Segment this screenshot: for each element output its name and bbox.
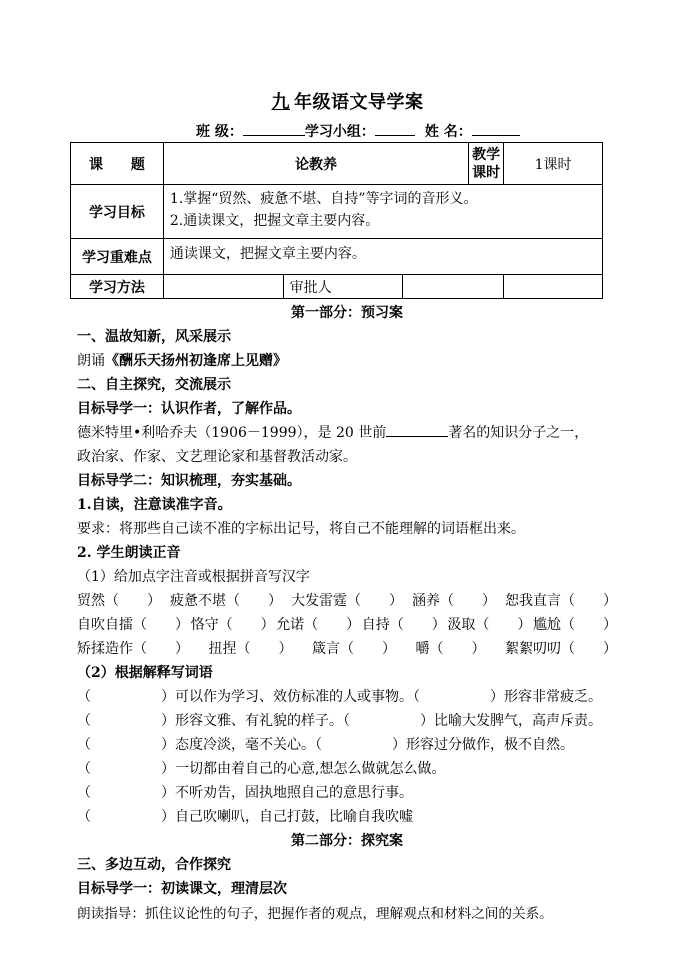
section1-heading: 一、温故知新，风采展示 [77,329,231,345]
topic-label: 课 题 [71,143,164,185]
guide3-heading: 目标导学一：初读课文，理清层次 [77,881,287,897]
recite-prefix: 朗诵 [77,353,105,369]
pinyin-item: 恪守（ ） [190,617,275,633]
read2-heading: 2. 学生朗读正音 [77,545,181,561]
goals-cell [163,185,602,239]
pinyin-item: 恕我直言（ ） [505,593,617,609]
define-row: （ ）一切都由着自己的心意,想怎么做就怎么做。 [77,761,446,777]
section3-heading: 三、多边互动，合作探究 [77,857,231,873]
poem-title: 《酬乐天扬州初逢席上见赠》 [105,353,287,369]
goals-label: 学习目标 [71,185,164,239]
pinyin-row [77,614,617,634]
topic-value: 论教养 [163,143,468,185]
part1-heading: 第一部分：预习案 [291,305,403,321]
define-item: （ ）态度冷淡，毫不关心。 [77,737,315,753]
author-text-b: 著名的知识分子之一， [448,425,589,441]
group-blank[interactable] [375,123,415,136]
goals-row [71,185,603,239]
page-title [0,88,691,114]
section2-heading: 二、自主探究，交流展示 [77,377,231,393]
goal-item: 2.通读课文，把握文章主要内容。 [169,213,380,229]
section1-text [77,350,287,370]
method-row [71,275,603,299]
approver-value[interactable] [403,275,504,299]
key-label: 学习重难点 [71,239,164,275]
pinyin-row [77,638,617,658]
group-label: 学习小组： [304,124,375,140]
title-text: 年级语文导学案 [294,92,424,113]
read1-heading: 1.自读，注意读准字音。 [77,497,232,513]
key-value: 通读课文，把握文章主要内容。 [163,239,602,275]
pinyin-item: 矫揉造作（ ） [77,641,189,657]
author-text-a: 德米特里•利哈乔夫（1906－1999），是 20 世前 [77,425,387,441]
student-info-line [196,121,520,141]
pinyin-row [77,590,617,610]
goal-item: 1.掌握“贸然、疲惫不堪、自持”等字词的音形义。 [169,191,478,207]
pinyin-item: 大发雷霆（ ） [291,593,403,609]
pinyin-item: 汲取（ ） [447,617,532,633]
key-row [71,239,603,275]
method-label: 学习方法 [71,275,164,299]
define-row [77,710,602,730]
method-value[interactable] [163,275,283,299]
topic-row [71,143,603,185]
name-blank[interactable] [472,123,520,136]
pinyin-item: 自持（ ） [361,617,446,633]
define-item: （ ）形容过分做作，极不自然。 [315,737,574,753]
guide1-heading: 目标导学一：认识作者，了解作品。 [77,401,301,417]
class-label: 班 级： [196,124,243,140]
sub1-heading: （1）给加点字注音或根据拼音写汉字 [77,569,310,585]
author-line2: 政治家、作家、文艺理论家和基督教活动家。 [77,449,357,465]
define-row: （ ）自己吹喇叭，自己打鼓，比喻自我吹嘘 [77,809,413,825]
name-label: 姓 名： [424,124,472,140]
define-row: （ ）不听劝告，固执地照自己的意思行事。 [77,785,413,801]
part2-heading: 第二部分：探究案 [291,833,403,849]
guide2-heading: 目标导学二：知识梳理，夯实基础。 [77,473,301,489]
pinyin-item: 扭捏（ ） [208,641,293,657]
read1-requirement: 要求：将那些自己读不准的字标出记号，将自己不能理解的词语框出来。 [77,521,525,537]
pinyin-item: 自吹自擂（ ） [77,617,189,633]
author-blank[interactable] [386,424,448,437]
author-line [77,422,588,442]
pinyin-item: 涵养（ ） [412,593,496,609]
pinyin-item: 絮絮叨叨（ ） [505,641,617,657]
define-item: （ ）形容文雅、有礼貌的样子。 [77,713,343,729]
class-blank[interactable] [243,123,305,136]
approver-extra[interactable] [504,275,603,299]
grade-value: 九 [271,92,290,113]
pinyin-item: 箴言（ ） [312,641,396,657]
sub2-heading: （2）根据解释写词语 [77,665,213,681]
define-row [77,686,602,706]
define-row [77,734,574,754]
define-item: （ ）形容非常疲乏。 [413,689,602,705]
hours-label: 教学课时 [469,143,504,185]
define-item: （ ）可以作为学习、效仿标准的人或事物。 [77,689,413,705]
pinyin-item: 尴尬（ ） [532,617,617,633]
define-item: （ ）比喻大发脾气，高声斥责。 [343,713,602,729]
hours-value: 1课时 [504,143,603,185]
pinyin-item: 允诺（ ） [276,617,361,633]
pinyin-item: 贸然（ ） [77,593,161,609]
guide3-text: 朗读指导：抓住议论性的句子，把握作者的观点，理解观点和材料之间的关系。 [77,906,553,922]
approver-label: 审批人 [283,275,403,299]
lesson-info-table [70,142,603,299]
pinyin-item: 疲惫不堪（ ） [170,593,282,609]
pinyin-item: 嚼（ ） [415,641,486,657]
